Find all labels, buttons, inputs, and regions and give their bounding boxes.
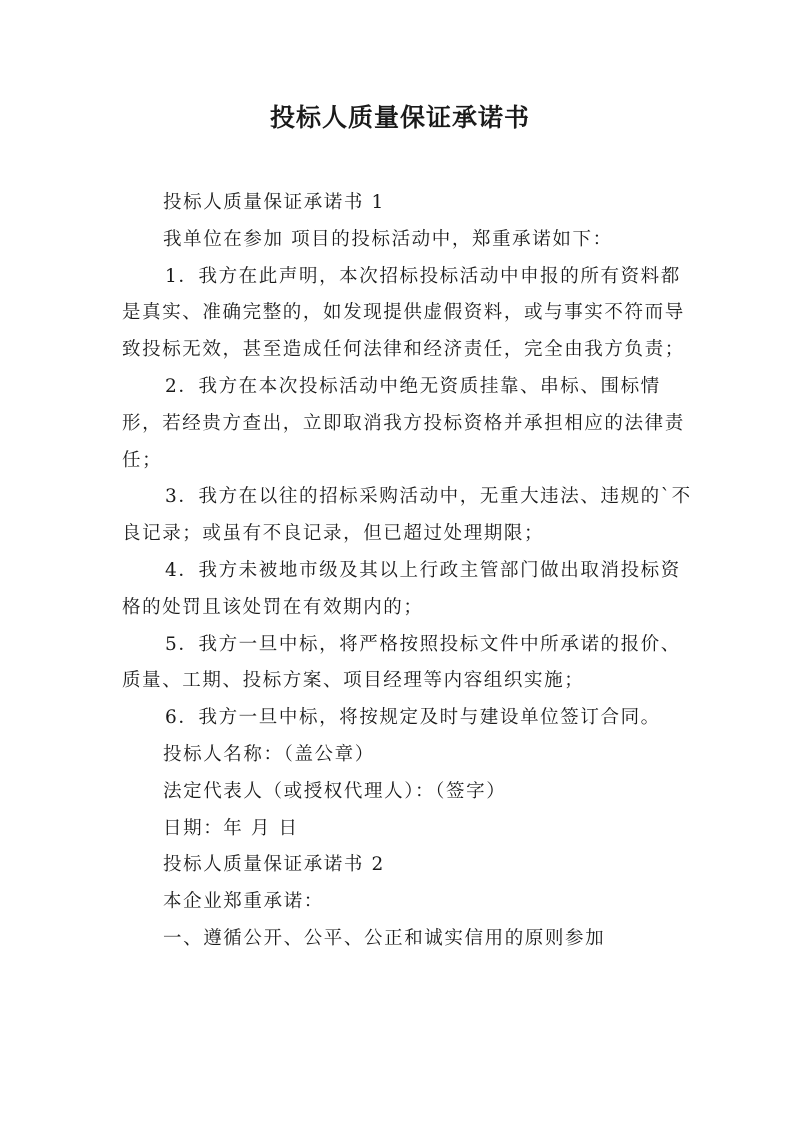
commitment-item-5: 5．我方一旦中标，将严格按照投标文件中所承诺的报价、质量、工期、投标方案、项目经理等内容组织实施； [122,633,681,692]
document-title: 投标人质量保证承诺书 [269,103,530,132]
bidder-name-line: 投标人名称：（盖公章） [163,743,375,765]
section-heading-2: 投标人质量保证承诺书 2 [163,854,385,876]
commitment-item-6: 6．我方一旦中标，将按规定及时与建设单位签订合同。 [165,707,661,729]
commitment-intro: 我单位在参加 项目的投标活动中，郑重承诺如下： [163,228,613,250]
commitment-item-4: 4．我方未被地市级及其以上行政主管部门做出取消投标资格的处罚且该处罚在有效期内的； [122,559,681,618]
commitment-item-1: 1．我方在此声明，本次招标投标活动中申报的所有资料都是真实、准确完整的，如发现提供虚假资料，或与事实不符而导致投标无效，甚至造成任何法律和经济责任，完全由我方负责； [122,265,685,361]
commitment-item-2: 2．我方在本次投标活动中绝无资质挂靠、串标、围标情形，若经贵方查出，立即取消我方投标资格并承担相应的法律责任； [122,375,685,471]
section-heading-1: 投标人质量保证承诺书 1 [163,192,385,213]
document-body [122,185,692,958]
enterprise-commitment-intro: 本企业郑重承诺： [163,891,324,913]
enterprise-commitment-item-1: 一、遵循公开、公平、公正和诚实信用的原则参加 [163,927,606,949]
commitment-item-3: 3．我方在以往的招标采购活动中，无重大违法、违规的`不良记录；或虽有不良记录，但已超过处理期限； [122,486,692,545]
date-line: 日期：年 月 日 [163,817,299,839]
legal-representative-line: 法定代表人（或授权代理人）：（签字） [163,780,507,802]
